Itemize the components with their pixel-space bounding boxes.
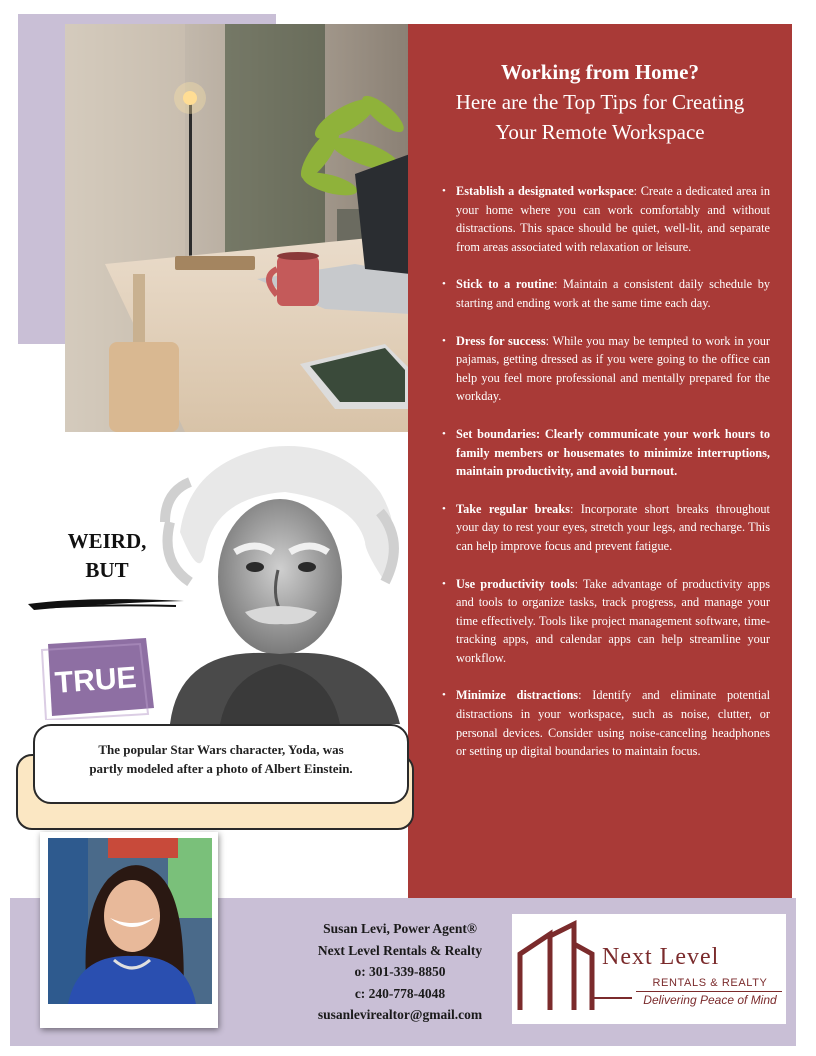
- tip-text: : Take advantage of productivity apps and tools to organize tasks, track progress, and manage your time effectively. Tools like project management software, time-tracking apps, and calendar apps can help streamline your workflow.: [456, 576, 770, 665]
- einstein-portrait: [150, 442, 412, 724]
- tip-heading: Take regular breaks: [456, 501, 570, 516]
- agent-name: Susan Levi, Power Agent®: [323, 921, 477, 936]
- agent-office-phone[interactable]: o: 301-339-8850: [354, 964, 446, 979]
- tip-heading: Stick to a routine: [456, 277, 554, 292]
- agent-photo: [48, 838, 212, 1004]
- tip-heading: Minimize distractions: [456, 688, 579, 703]
- tip-item: [440, 500, 770, 556]
- title-line-3: Your Remote Workspace: [495, 120, 705, 144]
- fact-text: [33, 740, 409, 778]
- title-line-1: Working from Home?: [501, 60, 699, 84]
- agent-contact: [290, 918, 510, 1026]
- tip-text: : While you may be tempted to work in your pajamas, getting dressed as if you were going to the office can help you feel more professional and mentally prepared for the workday.: [456, 333, 770, 404]
- tip-text: : Identify and eliminate potential distractions in your workspace, such as noise, clutter, or personal devices. Consider using noise-canceling headphones or setting up digital boundaries to maintain focus.: [456, 688, 770, 759]
- title-line-2: Here are the Top Tips for Creating: [455, 90, 745, 114]
- workspace-photo: [65, 24, 410, 432]
- logo-divider: [636, 991, 782, 992]
- tip-heading: Set boundaries: Clearly communicate your work hours to family members or housemates to minimize interruptions, maintain productivity, and avoid burnout.: [456, 426, 770, 479]
- logo-tagline: Delivering Peace of Mind: [643, 993, 777, 1007]
- tip-item: [440, 275, 770, 312]
- tip-item: [440, 182, 770, 256]
- tip-heading: Establish a designated workspace: [456, 184, 634, 198]
- tip-item: [440, 686, 770, 760]
- tips-list: [440, 182, 770, 780]
- agent-company: Next Level Rentals & Realty: [317, 942, 483, 958]
- logo-subtitle: RENTALS & REALTY: [652, 977, 768, 989]
- tip-item: [440, 425, 770, 481]
- weird-line-1: WEIRD,: [67, 529, 147, 553]
- fact-line-1: The popular Star Wars character, Yoda, was: [98, 742, 344, 757]
- agent-email[interactable]: susanlevirealtor@gmail.com: [317, 1007, 483, 1022]
- tip-heading: Use productivity tools: [456, 576, 575, 591]
- true-badge-label: TRUE: [53, 661, 138, 700]
- tip-item: [440, 332, 770, 406]
- weird-but-heading: [40, 527, 174, 585]
- tip-item: [440, 575, 770, 668]
- tip-text: : Maintain a consistent daily schedule by starting and ending work at the same time each day.: [456, 277, 771, 310]
- tip-text: : Create a dedicated area in your home where you can work comfortably and without distractions. This space should be quiet, well-lit, and separate from areas associated with relaxation or leisure.: [456, 184, 770, 254]
- brush-stroke-decoration: [26, 596, 186, 612]
- tip-heading: Dress for success: [456, 333, 546, 348]
- tip-text: : Incorporate short breaks throughout your day to rest your eyes, stretch your legs, and recharge. This can help improve focus and prevent fatigue.: [456, 501, 770, 553]
- weird-line-2: BUT: [85, 558, 129, 582]
- true-badge: [38, 634, 158, 720]
- fact-line-2: partly modeled after a photo of Albert Einstein.: [89, 761, 353, 776]
- agent-cell-phone[interactable]: c: 240-778-4048: [354, 985, 446, 1001]
- page-title: [408, 57, 792, 147]
- logo-brand-name: Next Level: [602, 944, 720, 970]
